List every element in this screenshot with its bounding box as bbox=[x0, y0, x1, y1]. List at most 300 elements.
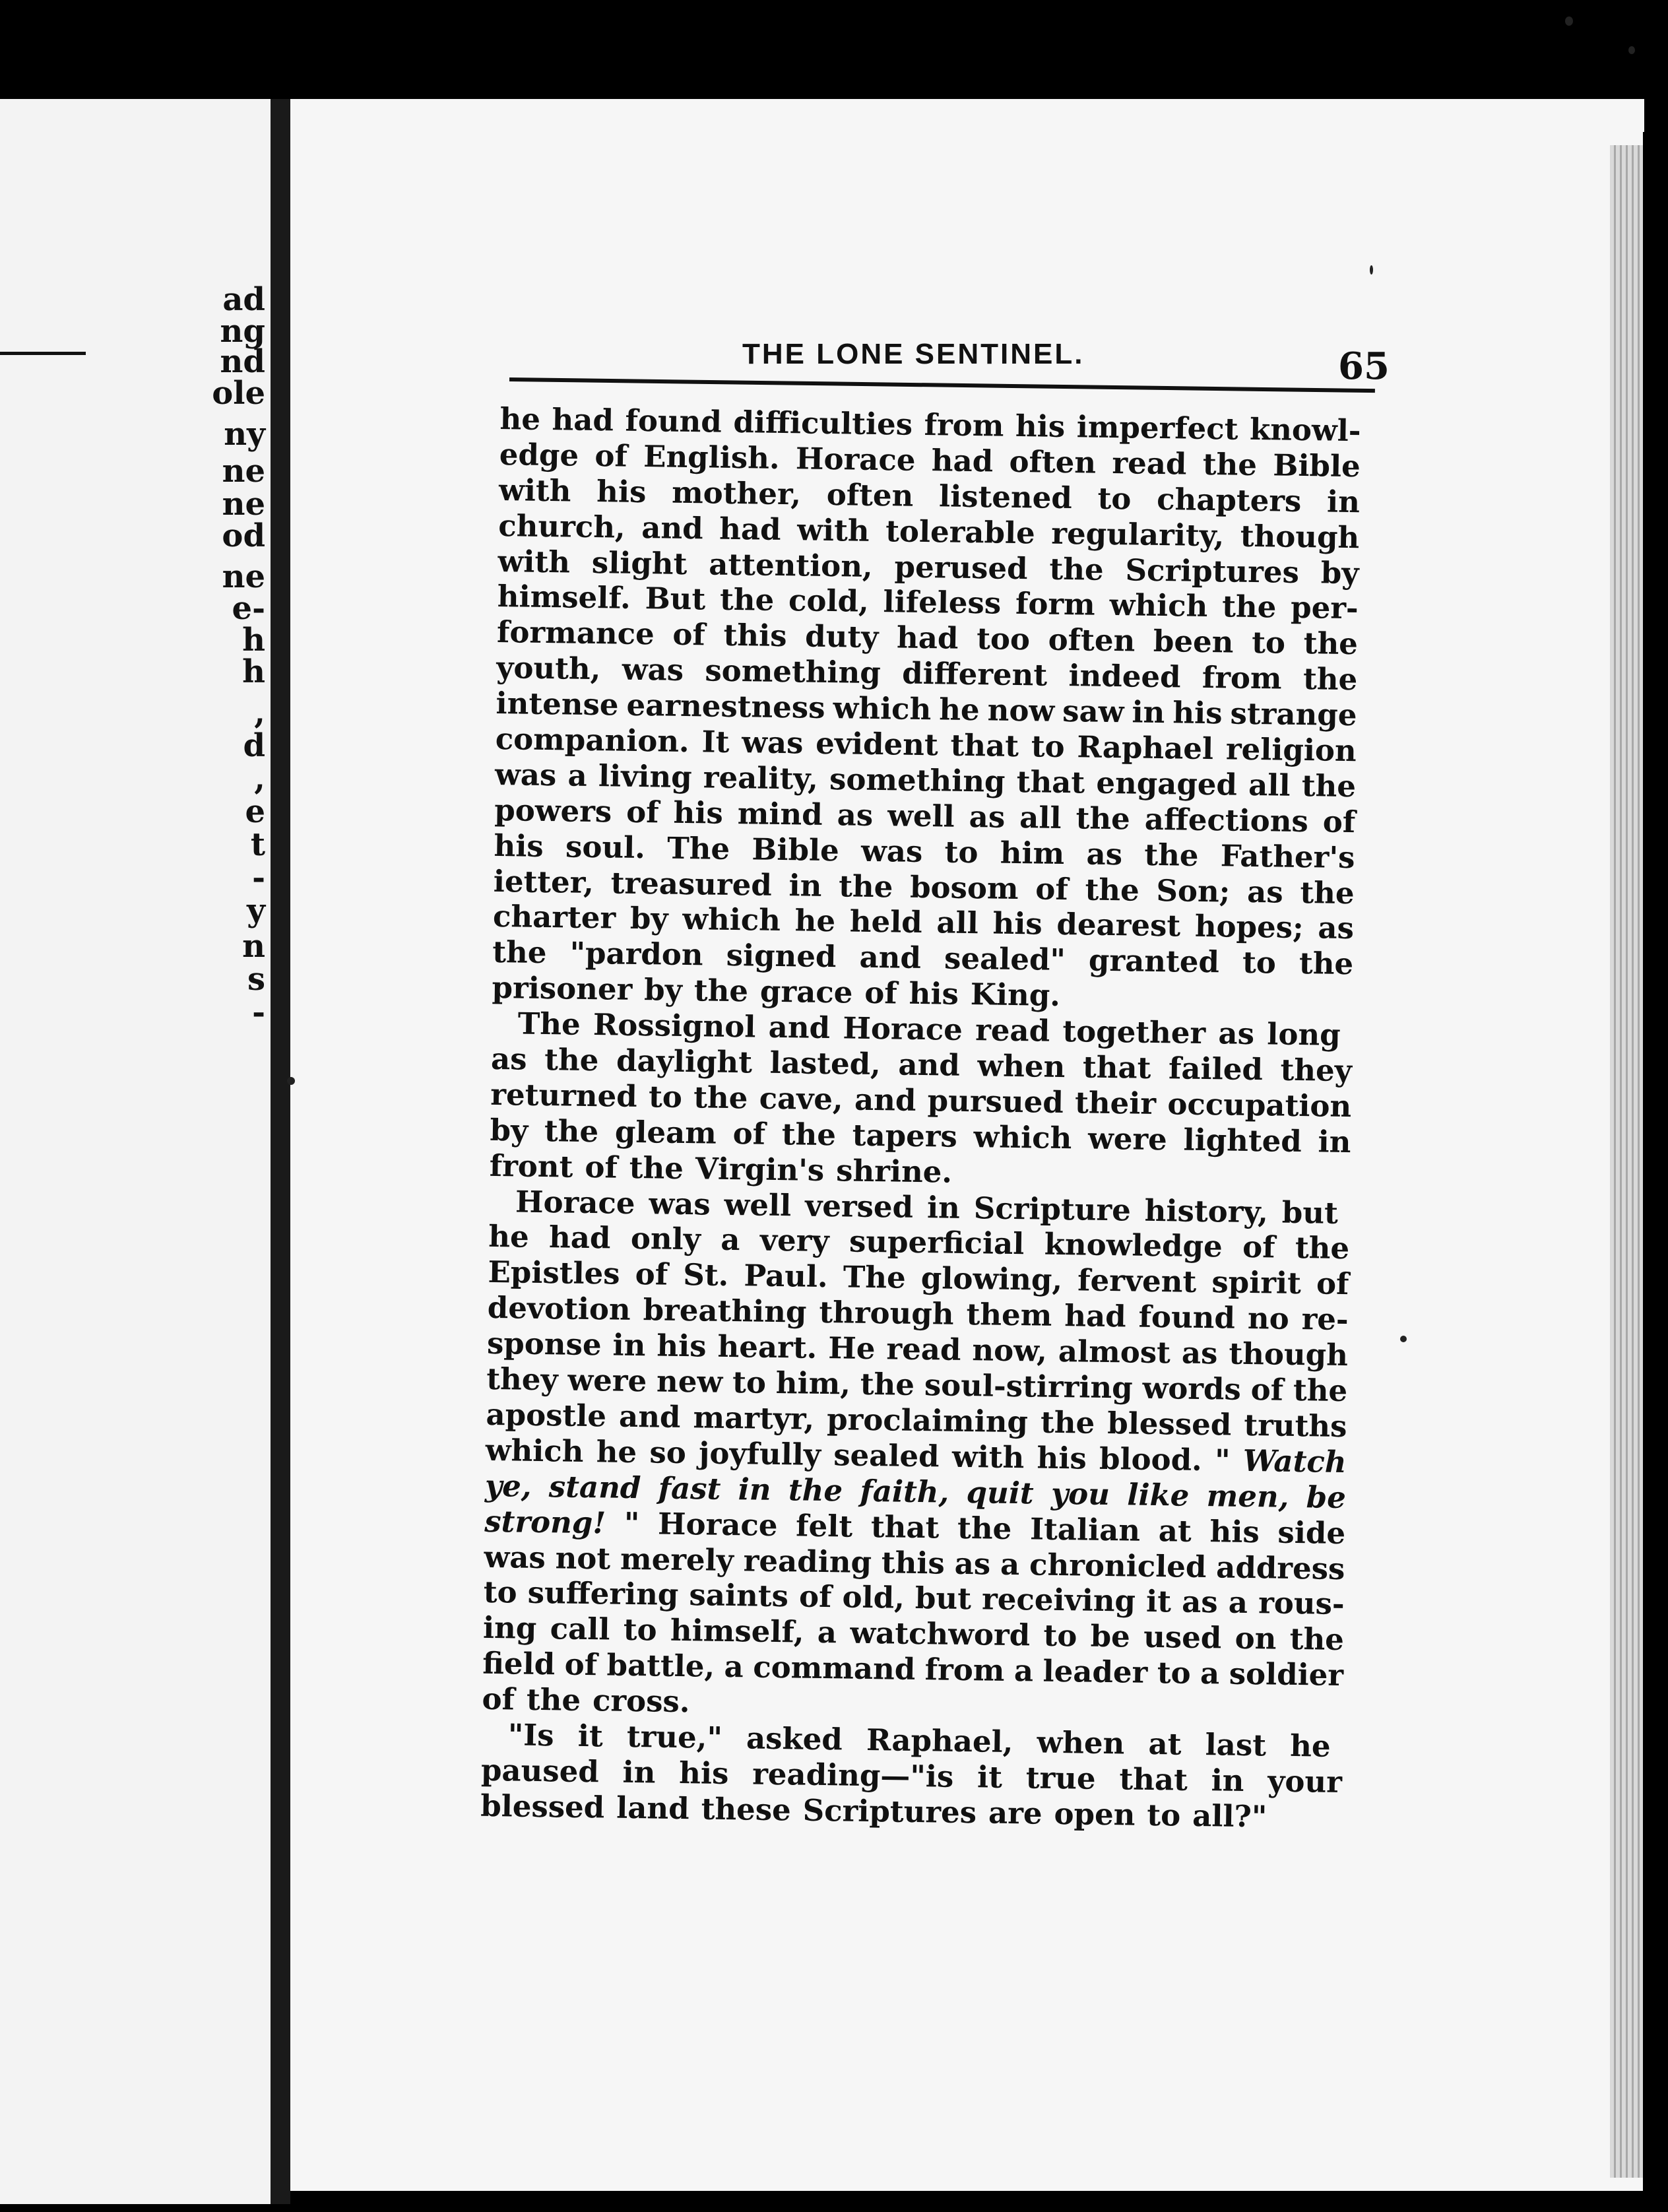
word: not bbox=[555, 1540, 611, 1577]
word: he bbox=[1289, 1728, 1331, 1764]
word: suffering bbox=[527, 1575, 679, 1613]
scan-speck bbox=[287, 1077, 295, 1085]
word: Bible bbox=[1273, 447, 1361, 484]
word: a bbox=[724, 1649, 744, 1685]
word: his bbox=[596, 473, 647, 509]
word: the bbox=[693, 1080, 748, 1116]
word: words bbox=[1142, 1370, 1242, 1407]
word: mind bbox=[737, 795, 823, 832]
word: when bbox=[977, 1048, 1066, 1085]
word: Scripture bbox=[973, 1190, 1132, 1228]
word: fast bbox=[658, 1470, 721, 1507]
word: Rossignol bbox=[593, 1007, 756, 1045]
word: that bbox=[1119, 1761, 1188, 1798]
word: edge bbox=[499, 436, 579, 473]
word: Virgin's bbox=[695, 1150, 825, 1188]
word: blessed bbox=[1107, 1405, 1232, 1443]
word: Scriptures bbox=[1125, 552, 1300, 590]
previous-page-rule bbox=[0, 352, 86, 355]
previous-page-fragment: ny bbox=[224, 416, 265, 453]
word: proclaiming bbox=[826, 1402, 1029, 1440]
word: sealed" bbox=[944, 940, 1066, 978]
word: something bbox=[705, 653, 882, 691]
word: this bbox=[723, 618, 787, 654]
word: of bbox=[482, 1681, 515, 1717]
word: spirit bbox=[1211, 1264, 1302, 1301]
word: old, bbox=[842, 1579, 905, 1616]
previous-page-fragment: , bbox=[254, 694, 265, 731]
word: be bbox=[1306, 1479, 1347, 1515]
word: was bbox=[741, 725, 804, 761]
word: reading bbox=[743, 1542, 872, 1580]
scan-speck bbox=[1628, 46, 1635, 54]
word: The bbox=[843, 1259, 907, 1296]
word: Son; bbox=[1156, 872, 1231, 909]
word: of bbox=[798, 1578, 832, 1615]
word: the bbox=[1085, 872, 1140, 908]
word: of bbox=[864, 975, 898, 1011]
previous-page-fragment: t bbox=[250, 826, 265, 863]
word: as bbox=[1086, 836, 1123, 872]
word: used bbox=[1143, 1619, 1222, 1656]
word: listened bbox=[938, 478, 1073, 515]
word: as bbox=[969, 798, 1006, 835]
word: was bbox=[622, 651, 684, 688]
word: of bbox=[585, 1149, 618, 1185]
word: stand bbox=[548, 1468, 641, 1505]
word: are bbox=[988, 1795, 1042, 1831]
word: The bbox=[517, 1006, 581, 1042]
word: his bbox=[673, 795, 724, 831]
word: had bbox=[552, 402, 614, 438]
word: address bbox=[1215, 1549, 1345, 1586]
word: religion bbox=[1225, 731, 1357, 769]
word: they bbox=[486, 1361, 558, 1398]
word: from bbox=[924, 407, 1004, 443]
word: apostle bbox=[486, 1396, 607, 1434]
word: paused bbox=[480, 1752, 600, 1790]
word: very bbox=[759, 1223, 829, 1259]
word: open bbox=[1054, 1796, 1136, 1833]
word: versed bbox=[804, 1188, 914, 1225]
previous-page-fragment: nd bbox=[220, 343, 265, 380]
word: in bbox=[612, 1327, 646, 1363]
scan-speck bbox=[1400, 1336, 1407, 1342]
word: to bbox=[623, 1612, 657, 1648]
word: The bbox=[666, 830, 730, 866]
previous-page-fragment: ne bbox=[222, 453, 265, 490]
word: in bbox=[926, 1189, 961, 1225]
previous-page-fragment: ad bbox=[222, 281, 265, 318]
word: "Is bbox=[507, 1717, 554, 1753]
word: by bbox=[643, 972, 683, 1008]
word: to bbox=[1251, 625, 1286, 661]
word: too bbox=[976, 621, 1031, 657]
word: front bbox=[489, 1148, 573, 1185]
word: the bbox=[1221, 589, 1277, 625]
word: him, bbox=[775, 1365, 851, 1402]
word: to bbox=[1147, 1797, 1181, 1833]
word: treasured bbox=[610, 864, 773, 903]
word: he bbox=[488, 1219, 530, 1255]
word: a bbox=[817, 1615, 837, 1650]
word: the bbox=[544, 1113, 599, 1149]
body-text bbox=[480, 401, 1361, 1836]
word: Italian bbox=[1029, 1511, 1141, 1548]
word: as bbox=[954, 1545, 991, 1582]
word: strange bbox=[1230, 696, 1357, 733]
word: to bbox=[1031, 729, 1065, 765]
word: by bbox=[629, 901, 668, 937]
previous-page-fragment: s bbox=[247, 961, 265, 998]
word: chapters bbox=[1156, 481, 1302, 519]
word: and bbox=[898, 1047, 961, 1083]
word: almost bbox=[1058, 1334, 1171, 1371]
word: fervent bbox=[1077, 1262, 1197, 1300]
previous-page-fragment: y bbox=[247, 892, 265, 929]
word: as bbox=[490, 1041, 527, 1077]
word: he bbox=[938, 692, 980, 728]
word: found bbox=[625, 403, 722, 439]
word: a bbox=[1013, 1653, 1034, 1689]
previous-page-fragment: h bbox=[242, 653, 265, 690]
word: ietter, bbox=[493, 863, 594, 900]
word: to bbox=[1157, 1655, 1191, 1691]
word: hopes; bbox=[1194, 909, 1304, 946]
word: bosom bbox=[909, 869, 1019, 906]
word: at bbox=[1148, 1726, 1182, 1762]
word: Horace bbox=[795, 441, 916, 478]
word: often bbox=[826, 476, 914, 513]
word: read bbox=[886, 1331, 961, 1368]
word: which bbox=[485, 1432, 584, 1469]
word: the bbox=[1301, 767, 1357, 804]
word: but bbox=[914, 1580, 972, 1617]
word: that bbox=[870, 1509, 940, 1545]
word: youth, bbox=[496, 650, 601, 687]
word: as bbox=[1218, 1016, 1255, 1052]
word: intense bbox=[496, 686, 619, 723]
word: was bbox=[484, 1539, 546, 1575]
word: the bbox=[1075, 800, 1131, 837]
word: the bbox=[1299, 946, 1354, 982]
previous-page-fragment: , bbox=[254, 760, 265, 797]
word: of bbox=[732, 1115, 766, 1152]
word: from bbox=[924, 1652, 1005, 1689]
word: prisoner bbox=[492, 970, 633, 1008]
word: his bbox=[1015, 408, 1066, 444]
word: had bbox=[1064, 1298, 1127, 1334]
word: his bbox=[678, 1755, 729, 1791]
word: devotion bbox=[487, 1290, 631, 1328]
word: indeed bbox=[1068, 658, 1181, 695]
word: tolerable bbox=[885, 513, 1036, 551]
word: field bbox=[482, 1645, 556, 1682]
word: but bbox=[1281, 1194, 1339, 1231]
previous-page-fragment: ole bbox=[212, 375, 265, 412]
word: daylight bbox=[616, 1043, 753, 1080]
word: soul. bbox=[565, 829, 646, 865]
word: himself, bbox=[670, 1613, 804, 1650]
word: his bbox=[1209, 1513, 1260, 1549]
word: Horace bbox=[657, 1506, 778, 1543]
word: history, bbox=[1144, 1192, 1269, 1229]
previous-page-fragment: - bbox=[252, 994, 265, 1031]
word: held bbox=[849, 903, 923, 940]
scan-border bbox=[1643, 132, 1668, 2191]
word: had bbox=[548, 1220, 611, 1256]
word: the bbox=[629, 1150, 684, 1186]
word: different bbox=[901, 655, 1048, 693]
word: re- bbox=[1301, 1301, 1349, 1338]
word: the bbox=[1202, 446, 1258, 482]
previous-page-fragment: n bbox=[242, 928, 265, 965]
word: the bbox=[781, 1116, 837, 1153]
word: which bbox=[1109, 587, 1208, 624]
word: pursued bbox=[927, 1083, 1064, 1120]
word: Watch bbox=[1242, 1443, 1347, 1480]
word: reading—"is bbox=[752, 1756, 954, 1794]
word: lighted bbox=[1183, 1122, 1302, 1159]
word: often bbox=[1048, 622, 1136, 659]
scan-speck bbox=[1565, 16, 1573, 26]
word: a bbox=[720, 1222, 740, 1258]
word: saw bbox=[1062, 694, 1124, 730]
word: men, bbox=[1206, 1478, 1289, 1514]
word: quit bbox=[966, 1474, 1035, 1511]
word: Scriptures bbox=[802, 1792, 977, 1831]
word: this bbox=[881, 1544, 946, 1581]
word: formance bbox=[496, 614, 655, 652]
word: by bbox=[490, 1112, 529, 1148]
word: his bbox=[1037, 1440, 1087, 1476]
previous-page-fragment: ne bbox=[222, 558, 265, 595]
word: receiving bbox=[981, 1581, 1136, 1619]
word: in bbox=[622, 1754, 656, 1790]
word: the bbox=[1293, 1372, 1348, 1409]
book-gutter bbox=[271, 99, 290, 2204]
word: land bbox=[616, 1790, 690, 1826]
word: it bbox=[977, 1759, 1003, 1795]
word: powers bbox=[494, 792, 612, 830]
word: to bbox=[944, 834, 978, 870]
word: together bbox=[1062, 1014, 1206, 1051]
word: with bbox=[951, 1439, 1025, 1476]
word: difficulties bbox=[733, 404, 913, 442]
word: which bbox=[973, 1119, 1072, 1156]
word: to bbox=[648, 1079, 683, 1115]
word: grace bbox=[759, 973, 853, 1010]
word: Paul. bbox=[744, 1258, 829, 1295]
word: charter bbox=[492, 899, 616, 936]
word: all?" bbox=[1192, 1798, 1267, 1835]
word: the bbox=[1295, 1230, 1350, 1266]
word: of bbox=[1322, 804, 1356, 839]
word: strong! bbox=[484, 1503, 606, 1541]
word: shrine. bbox=[835, 1152, 953, 1190]
word: all bbox=[1019, 799, 1062, 835]
word: were bbox=[1087, 1121, 1168, 1157]
word: as bbox=[837, 797, 874, 833]
word: the bbox=[544, 1042, 599, 1078]
word: when bbox=[1037, 1724, 1125, 1761]
word: as bbox=[1181, 1335, 1218, 1371]
word: last bbox=[1205, 1727, 1267, 1763]
word: saints bbox=[689, 1577, 789, 1614]
word: perused bbox=[894, 548, 1028, 586]
word: had bbox=[931, 443, 994, 479]
word: call bbox=[550, 1611, 610, 1647]
word: well bbox=[724, 1187, 792, 1223]
word: It bbox=[701, 724, 730, 760]
word: merely bbox=[620, 1541, 734, 1578]
word: of bbox=[1035, 870, 1069, 907]
word: King. bbox=[970, 977, 1061, 1014]
word: Bible bbox=[752, 831, 840, 868]
word: on bbox=[1235, 1621, 1277, 1656]
word: as bbox=[1246, 874, 1284, 910]
word: his bbox=[657, 1328, 707, 1364]
word: was bbox=[649, 1185, 711, 1222]
word: Father's bbox=[1220, 838, 1355, 875]
word: gleam bbox=[614, 1114, 717, 1151]
word: rous- bbox=[1258, 1585, 1345, 1622]
word: true bbox=[1025, 1760, 1096, 1796]
word: these bbox=[701, 1791, 792, 1828]
word: church, bbox=[498, 507, 626, 545]
previous-page bbox=[0, 99, 271, 2204]
word: long bbox=[1266, 1016, 1341, 1053]
word: of bbox=[626, 794, 659, 830]
word: blessed bbox=[480, 1788, 605, 1825]
word: Horace bbox=[515, 1184, 635, 1221]
word: as bbox=[1318, 910, 1355, 946]
word: living bbox=[598, 758, 693, 795]
word: granted bbox=[1088, 942, 1220, 980]
word: the bbox=[1302, 661, 1358, 698]
word: earnestness bbox=[626, 687, 825, 726]
word: their bbox=[1074, 1085, 1157, 1121]
word: knowledge bbox=[1044, 1227, 1223, 1264]
word: to bbox=[1043, 1617, 1077, 1654]
word: it bbox=[1145, 1584, 1172, 1619]
word: himself. bbox=[497, 579, 631, 616]
word: your bbox=[1267, 1763, 1343, 1800]
word: them bbox=[966, 1297, 1052, 1334]
word: companion. bbox=[495, 721, 690, 760]
word: the bbox=[1144, 837, 1199, 873]
word: Raphael bbox=[1077, 729, 1214, 767]
word: had bbox=[719, 511, 781, 547]
word: like bbox=[1126, 1477, 1190, 1513]
word: to bbox=[732, 1365, 767, 1400]
word: duty bbox=[804, 618, 879, 655]
previous-page-fragment: ng bbox=[220, 313, 265, 350]
word: form bbox=[1015, 586, 1096, 623]
word: from bbox=[1202, 660, 1283, 696]
word: Raphael, bbox=[866, 1722, 1013, 1760]
word: well bbox=[887, 798, 955, 834]
word: so bbox=[649, 1435, 687, 1470]
word: were bbox=[567, 1362, 647, 1399]
word: now bbox=[987, 692, 1055, 729]
word: English. bbox=[643, 438, 780, 476]
scan-speck bbox=[1370, 265, 1373, 275]
word: occupation bbox=[1167, 1086, 1352, 1124]
word: joyfully bbox=[698, 1435, 821, 1472]
word: mother, bbox=[671, 474, 802, 512]
word: attention, bbox=[708, 546, 874, 584]
word: often bbox=[1009, 443, 1097, 480]
word: read bbox=[975, 1012, 1050, 1049]
word: had bbox=[896, 620, 959, 657]
previous-page-fragment: - bbox=[252, 859, 265, 896]
word: knowl- bbox=[1249, 411, 1361, 449]
previous-page-fragment: e- bbox=[232, 590, 265, 627]
word: the bbox=[860, 1366, 915, 1402]
word: of bbox=[672, 617, 706, 653]
previous-page-fragment: h bbox=[242, 622, 265, 659]
word: of bbox=[1316, 1266, 1349, 1302]
word: affections bbox=[1144, 801, 1309, 839]
word: of bbox=[1242, 1229, 1275, 1266]
word: sponse bbox=[486, 1326, 602, 1363]
word: watchword bbox=[850, 1615, 1031, 1653]
word: martyr, bbox=[693, 1400, 815, 1437]
word: heart. bbox=[717, 1328, 818, 1365]
word: of bbox=[1250, 1372, 1284, 1408]
word: the bbox=[1049, 551, 1105, 587]
word: St. bbox=[682, 1257, 729, 1293]
word: to bbox=[1097, 480, 1132, 517]
word: tapers bbox=[852, 1117, 958, 1154]
word: engaged bbox=[1096, 765, 1238, 802]
previous-page-fragment: ne bbox=[222, 486, 265, 523]
word: to bbox=[483, 1575, 517, 1610]
word: the bbox=[1040, 1404, 1095, 1441]
word: though bbox=[1240, 518, 1360, 555]
word: chronicled bbox=[1029, 1546, 1207, 1584]
word: be bbox=[1090, 1618, 1131, 1654]
word: in bbox=[1211, 1763, 1244, 1798]
word: signed bbox=[726, 938, 837, 975]
word: which bbox=[833, 690, 932, 727]
word: that bbox=[1082, 1049, 1151, 1086]
word: a bbox=[1228, 1584, 1248, 1621]
word: and bbox=[859, 940, 922, 976]
word: truths bbox=[1244, 1407, 1347, 1445]
word: a bbox=[567, 758, 588, 793]
word: the bbox=[1289, 1621, 1345, 1658]
word: which bbox=[682, 901, 781, 938]
word: evident bbox=[815, 725, 939, 763]
word: " bbox=[1214, 1443, 1231, 1478]
word: at bbox=[1158, 1513, 1192, 1549]
word: Epistles bbox=[488, 1254, 620, 1292]
word: regularity, bbox=[1050, 515, 1225, 554]
running-head: THE LONE SENTINEL. bbox=[742, 338, 1085, 370]
word: the bbox=[693, 973, 749, 1009]
word: returned bbox=[490, 1076, 638, 1114]
word: Horace bbox=[843, 1010, 963, 1048]
word: the bbox=[788, 1472, 843, 1509]
word: through bbox=[819, 1295, 954, 1332]
word: of bbox=[564, 1646, 598, 1683]
page-number: 65 bbox=[1338, 344, 1390, 388]
word: was bbox=[860, 833, 923, 869]
word: that bbox=[1016, 764, 1085, 800]
word: the bbox=[1303, 626, 1359, 662]
